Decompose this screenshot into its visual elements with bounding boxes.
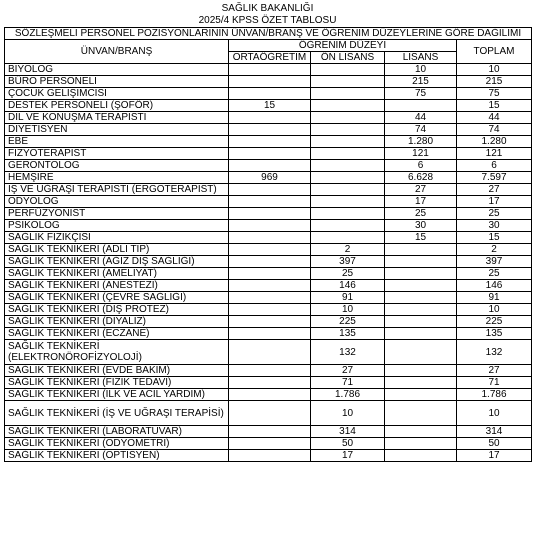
table-body xyxy=(5,64,532,462)
onlisans-cell: 132 xyxy=(311,340,385,365)
name-cell: SAĞLIK TEKNİKERİ (ODYOMETRİ) xyxy=(5,438,229,450)
toplam-cell: 2 xyxy=(457,244,532,256)
ortaogretim-cell xyxy=(229,450,311,462)
ortaogretim-cell xyxy=(229,160,311,172)
column-header-unvan: ÜNVAN/BRANŞ xyxy=(5,40,229,64)
table-row xyxy=(5,100,532,112)
table-row xyxy=(5,112,532,124)
toplam-cell: 44 xyxy=(457,112,532,124)
ortaogretim-cell xyxy=(229,389,311,401)
onlisans-cell: 25 xyxy=(311,268,385,280)
table-subtitle: SÖZLEŞMELİ PERSONEL POZİSYONLARININ ÜNVAN/BRANŞ VE ÖĞRENİM DÜZEYLERİNE GÖRE DAĞILIMI xyxy=(5,28,532,40)
name-cell: PSİKOLOG xyxy=(5,220,229,232)
ortaogretim-cell xyxy=(229,304,311,316)
lisans-cell: 1.280 xyxy=(385,136,457,148)
name-cell: ODYOLOG xyxy=(5,196,229,208)
table-title: 2025/4 KPSS ÖZET TABLOSU xyxy=(198,15,337,26)
toplam-cell: 10 xyxy=(457,64,532,76)
ortaogretim-cell xyxy=(229,196,311,208)
lisans-cell: 15 xyxy=(385,232,457,244)
onlisans-cell xyxy=(311,112,385,124)
onlisans-cell: 1.786 xyxy=(311,389,385,401)
onlisans-cell: 91 xyxy=(311,292,385,304)
name-cell: GERONTOLOG xyxy=(5,160,229,172)
name-cell: DİL VE KONUŞMA TERAPİSTİ xyxy=(5,112,229,124)
table-row xyxy=(5,401,532,426)
name-cell: EBE xyxy=(5,136,229,148)
name-cell: SAĞLIK TEKNİKERİ (EVDE BAKIM) xyxy=(5,365,229,377)
lisans-cell: 215 xyxy=(385,76,457,88)
toplam-cell: 225 xyxy=(457,316,532,328)
table-row xyxy=(5,88,532,100)
ortaogretim-cell xyxy=(229,112,311,124)
toplam-cell: 6 xyxy=(457,160,532,172)
table-row xyxy=(5,124,532,136)
ortaogretim-cell xyxy=(229,268,311,280)
onlisans-cell xyxy=(311,184,385,196)
ortaogretim-cell xyxy=(229,244,311,256)
name-cell: PERFÜZYONİST xyxy=(5,208,229,220)
toplam-cell: 50 xyxy=(457,438,532,450)
lisans-cell xyxy=(385,377,457,389)
toplam-cell: 1.786 xyxy=(457,389,532,401)
onlisans-cell xyxy=(311,100,385,112)
ortaogretim-cell xyxy=(229,316,311,328)
table-row xyxy=(5,208,532,220)
name-cell: DİYETİSYEN xyxy=(5,124,229,136)
onlisans-cell: 10 xyxy=(311,304,385,316)
lisans-cell: 121 xyxy=(385,148,457,160)
lisans-cell: 6 xyxy=(385,160,457,172)
ortaogretim-cell xyxy=(229,232,311,244)
onlisans-cell: 27 xyxy=(311,365,385,377)
ortaogretim-cell xyxy=(229,184,311,196)
table-row xyxy=(5,304,532,316)
ortaogretim-cell xyxy=(229,292,311,304)
ortaogretim-cell xyxy=(229,256,311,268)
lisans-cell xyxy=(385,389,457,401)
name-cell: BÜRO PERSONELİ xyxy=(5,76,229,88)
ortaogretim-cell xyxy=(229,280,311,292)
onlisans-cell xyxy=(311,64,385,76)
lisans-cell xyxy=(385,280,457,292)
toplam-cell: 71 xyxy=(457,377,532,389)
onlisans-cell: 397 xyxy=(311,256,385,268)
table-row xyxy=(5,377,532,389)
name-cell: SAĞLIK TEKNİKERİ (AĞIZ DİŞ SAĞLIĞI) xyxy=(5,256,229,268)
toplam-cell: 10 xyxy=(457,401,532,426)
ortaogretim-cell xyxy=(229,88,311,100)
name-cell: SAĞLIK TEKNİKERİ (İLK VE ACİL YARDIM) xyxy=(5,389,229,401)
name-cell: SAĞLIK TEKNİKERİ (FİZİK TEDAVİ) xyxy=(5,377,229,389)
name-cell: SAĞLIK TEKNİKERİ (ÇEVRE SAĞLIĞI) xyxy=(5,292,229,304)
toplam-cell: 17 xyxy=(457,196,532,208)
toplam-cell: 132 xyxy=(457,340,532,365)
ortaogretim-cell xyxy=(229,438,311,450)
onlisans-cell: 314 xyxy=(311,426,385,438)
onlisans-cell xyxy=(311,196,385,208)
onlisans-cell xyxy=(311,148,385,160)
name-cell: SAĞLIK TEKNİKERİ (OPTİSYEN) xyxy=(5,450,229,462)
onlisans-cell xyxy=(311,232,385,244)
toplam-cell: 91 xyxy=(457,292,532,304)
ortaogretim-cell xyxy=(229,208,311,220)
ortaogretim-cell xyxy=(229,64,311,76)
toplam-cell: 146 xyxy=(457,280,532,292)
table-row xyxy=(5,450,532,462)
lisans-cell xyxy=(385,450,457,462)
lisans-cell xyxy=(385,100,457,112)
name-cell: SAĞLIK TEKNİKERİ (LABORATUVAR) xyxy=(5,426,229,438)
table-row xyxy=(5,389,532,401)
onlisans-cell xyxy=(311,160,385,172)
name-cell: SAĞLIK FİZİKÇİSİ xyxy=(5,232,229,244)
table-row xyxy=(5,340,532,365)
ortaogretim-cell xyxy=(229,220,311,232)
lisans-cell xyxy=(385,316,457,328)
name-cell: SAĞLIK TEKNİKERİ (ELEKTRONÖROFİZYOLOJİ) xyxy=(5,340,229,365)
lisans-cell: 74 xyxy=(385,124,457,136)
column-header-lisans: LİSANS xyxy=(385,52,457,64)
column-header-toplam: TOPLAM xyxy=(457,40,532,64)
name-cell: HEMŞİRE xyxy=(5,172,229,184)
table-row xyxy=(5,268,532,280)
table-row xyxy=(5,196,532,208)
table-row xyxy=(5,316,532,328)
name-cell: SAĞLIK TEKNİKERİ (AMELİYAT) xyxy=(5,268,229,280)
onlisans-cell: 17 xyxy=(311,450,385,462)
lisans-cell: 6.628 xyxy=(385,172,457,184)
table-row xyxy=(5,184,532,196)
onlisans-cell: 10 xyxy=(311,401,385,426)
toplam-cell: 74 xyxy=(457,124,532,136)
name-cell: SAĞLIK TEKNİKERİ (ECZANE) xyxy=(5,328,229,340)
table-row xyxy=(5,328,532,340)
toplam-cell: 1.280 xyxy=(457,136,532,148)
toplam-cell: 30 xyxy=(457,220,532,232)
onlisans-cell xyxy=(311,124,385,136)
lisans-cell xyxy=(385,292,457,304)
onlisans-cell xyxy=(311,220,385,232)
lisans-cell xyxy=(385,438,457,450)
column-header-ortaogretim: ORTAÖĞRETİM xyxy=(229,52,311,64)
ortaogretim-cell xyxy=(229,76,311,88)
table-row xyxy=(5,244,532,256)
ortaogretim-cell: 15 xyxy=(229,100,311,112)
table-row xyxy=(5,220,532,232)
toplam-cell: 15 xyxy=(457,100,532,112)
ortaogretim-cell xyxy=(229,328,311,340)
ortaogretim-cell: 969 xyxy=(229,172,311,184)
table-row xyxy=(5,365,532,377)
toplam-cell: 121 xyxy=(457,148,532,160)
onlisans-cell: 146 xyxy=(311,280,385,292)
onlisans-cell: 225 xyxy=(311,316,385,328)
toplam-cell: 215 xyxy=(457,76,532,88)
lisans-cell xyxy=(385,244,457,256)
lisans-cell: 27 xyxy=(385,184,457,196)
name-cell: SAĞLIK TEKNİKERİ (DİŞ PROTEZ) xyxy=(5,304,229,316)
onlisans-cell: 135 xyxy=(311,328,385,340)
table-row xyxy=(5,136,532,148)
table-row xyxy=(5,76,532,88)
table-row xyxy=(5,256,532,268)
name-cell: SAĞLIK TEKNİKERİ (ANESTEZİ) xyxy=(5,280,229,292)
ortaogretim-cell xyxy=(229,365,311,377)
table-row xyxy=(5,280,532,292)
name-cell: SAĞLIK TEKNİKERİ (DİYALİZ) xyxy=(5,316,229,328)
onlisans-cell: 50 xyxy=(311,438,385,450)
lisans-cell: 10 xyxy=(385,64,457,76)
name-cell: İŞ VE UĞRAŞI TERAPİSTİ (ERGOTERAPİST) xyxy=(5,184,229,196)
table-row xyxy=(5,426,532,438)
table-row xyxy=(5,438,532,450)
onlisans-cell xyxy=(311,76,385,88)
ortaogretim-cell xyxy=(229,148,311,160)
name-cell: SAĞLIK TEKNİKERİ (ADLİ TIP) xyxy=(5,244,229,256)
toplam-cell: 27 xyxy=(457,365,532,377)
toplam-cell: 27 xyxy=(457,184,532,196)
ortaogretim-cell xyxy=(229,401,311,426)
lisans-cell xyxy=(385,268,457,280)
name-cell: FİZYOTERAPİST xyxy=(5,148,229,160)
table-row xyxy=(5,160,532,172)
onlisans-cell xyxy=(311,208,385,220)
lisans-cell xyxy=(385,365,457,377)
lisans-cell xyxy=(385,328,457,340)
onlisans-cell xyxy=(311,136,385,148)
toplam-cell: 25 xyxy=(457,268,532,280)
lisans-cell: 30 xyxy=(385,220,457,232)
name-cell: DESTEK PERSONELİ (ŞOFÖR) xyxy=(5,100,229,112)
toplam-cell: 17 xyxy=(457,450,532,462)
table-row xyxy=(5,64,532,76)
onlisans-cell xyxy=(311,172,385,184)
toplam-cell: 75 xyxy=(457,88,532,100)
toplam-cell: 10 xyxy=(457,304,532,316)
lisans-cell xyxy=(385,340,457,365)
lisans-cell xyxy=(385,426,457,438)
ortaogretim-cell xyxy=(229,426,311,438)
name-cell: BİYOLOG xyxy=(5,64,229,76)
table-row xyxy=(5,232,532,244)
ortaogretim-cell xyxy=(229,124,311,136)
name-cell: SAĞLIK TEKNİKERİ (İŞ VE UĞRAŞI TERAPİSİ) xyxy=(5,401,229,426)
toplam-cell: 25 xyxy=(457,208,532,220)
ortaogretim-cell xyxy=(229,340,311,365)
table-row xyxy=(5,148,532,160)
lisans-cell: 17 xyxy=(385,196,457,208)
toplam-cell: 7.597 xyxy=(457,172,532,184)
onlisans-cell: 71 xyxy=(311,377,385,389)
onlisans-cell: 2 xyxy=(311,244,385,256)
lisans-cell xyxy=(385,401,457,426)
onlisans-cell xyxy=(311,88,385,100)
ortaogretim-cell xyxy=(229,377,311,389)
table-row xyxy=(5,172,532,184)
lisans-cell xyxy=(385,256,457,268)
toplam-cell: 15 xyxy=(457,232,532,244)
table-row xyxy=(5,292,532,304)
name-cell: ÇOCUK GELİŞİMCİSİ xyxy=(5,88,229,100)
toplam-cell: 135 xyxy=(457,328,532,340)
ortaogretim-cell xyxy=(229,136,311,148)
lisans-cell: 25 xyxy=(385,208,457,220)
toplam-cell: 397 xyxy=(457,256,532,268)
column-header-onlisans: ÖN LİSANS xyxy=(311,52,385,64)
summary-table xyxy=(4,27,532,462)
ministry-title: SAĞLIK BAKANLIĞI xyxy=(221,3,314,14)
column-header-ogrenim: ÖĞRENİM DÜZEYİ xyxy=(229,40,457,52)
toplam-cell: 314 xyxy=(457,426,532,438)
lisans-cell xyxy=(385,304,457,316)
lisans-cell: 75 xyxy=(385,88,457,100)
lisans-cell: 44 xyxy=(385,112,457,124)
